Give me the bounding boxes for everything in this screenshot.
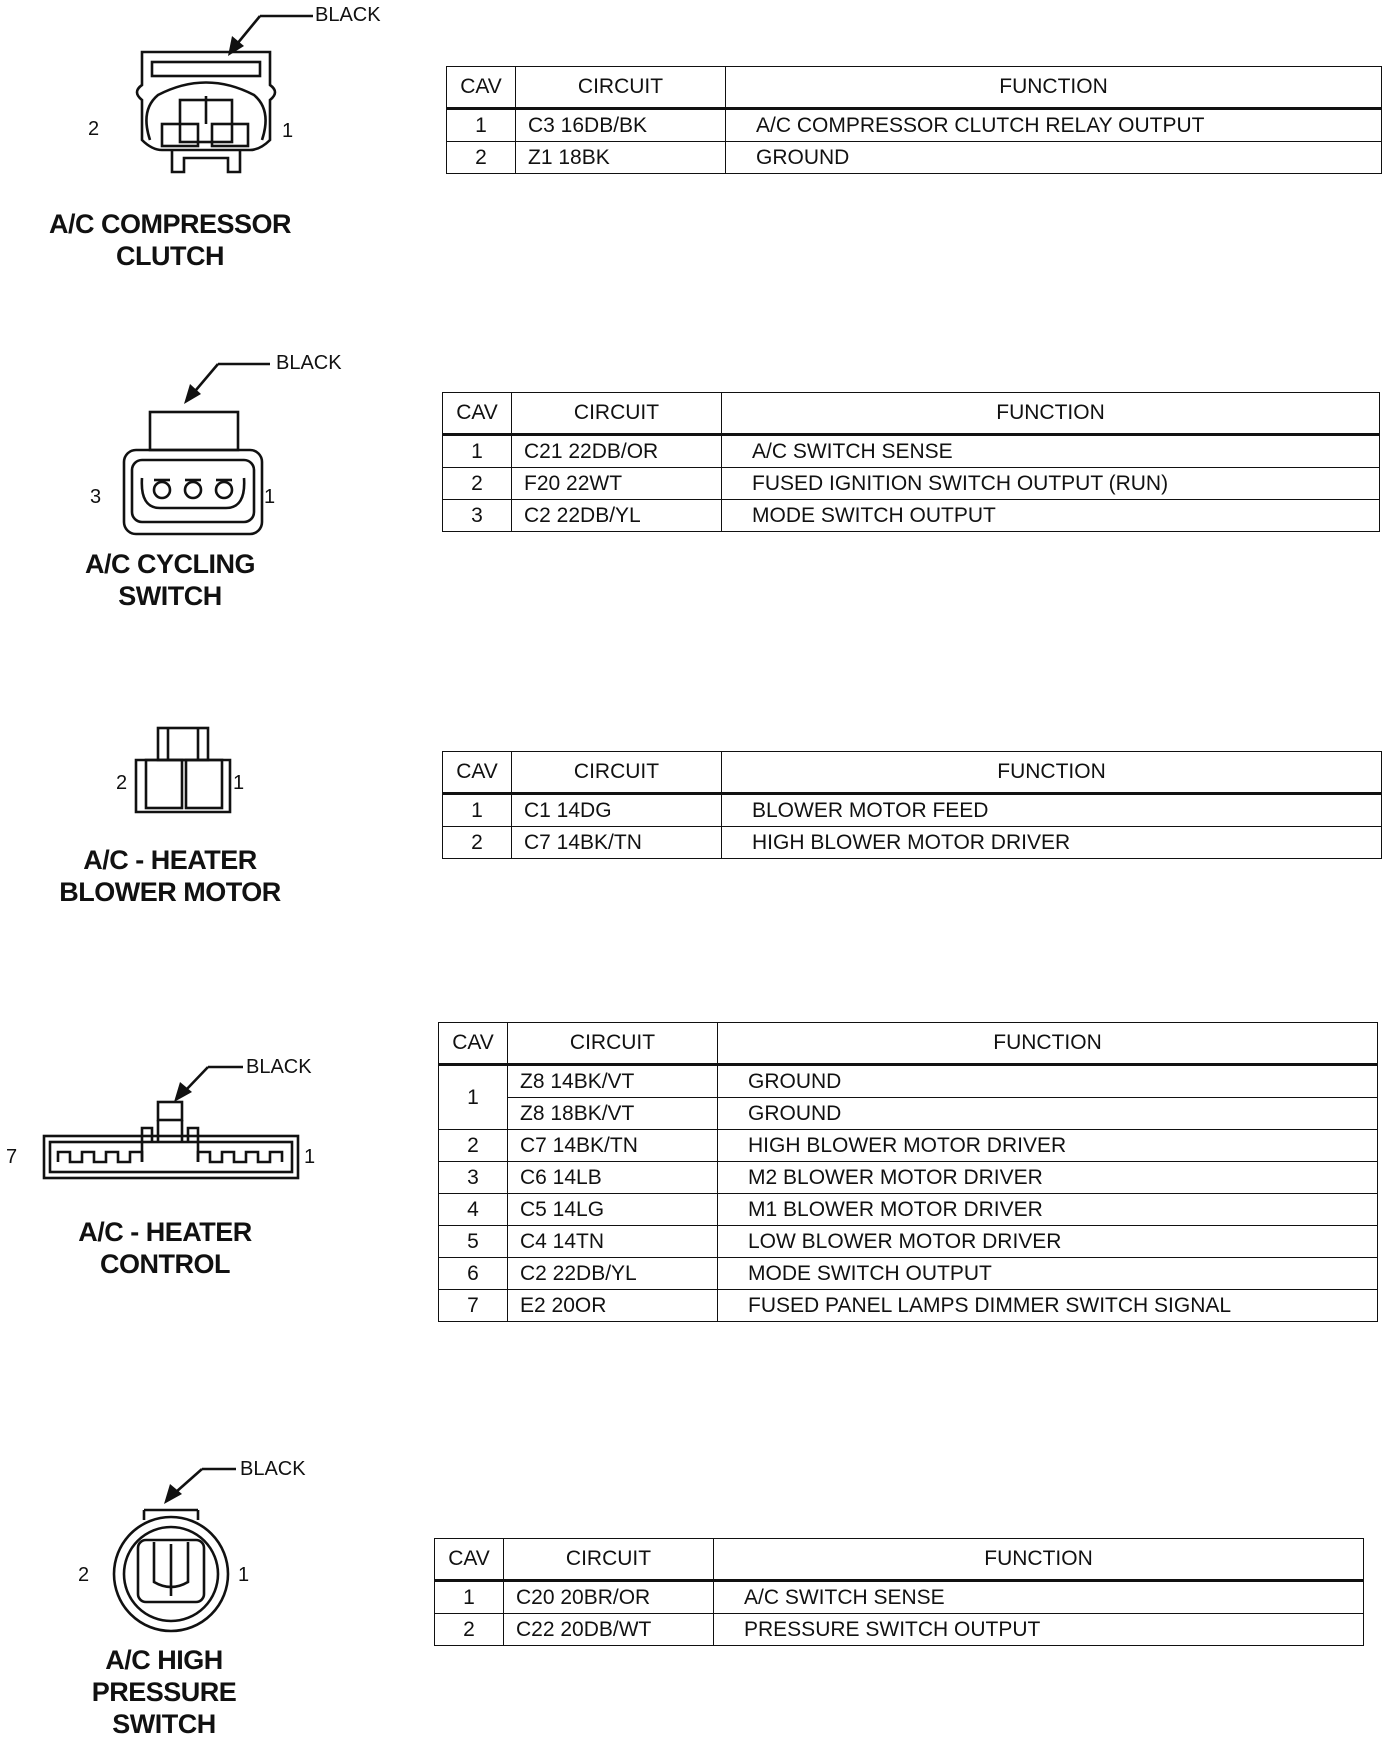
pinout-table <box>434 1538 1364 1646</box>
circuit-cell: C7 14BK/TN <box>508 1130 718 1162</box>
table-row <box>439 1290 1378 1322</box>
cav-cell: 1 <box>435 1581 504 1614</box>
connector-title: A/C - HEATER BLOWER MOTOR <box>59 845 281 907</box>
function-cell: MODE SWITCH OUTPUT <box>718 1258 1378 1290</box>
blower-motor-connector-icon <box>118 720 278 840</box>
cav-cell: 1 <box>443 794 512 827</box>
connector-title: A/C HIGH PRESSURE SWITCH <box>91 1645 237 1739</box>
column-header-circuit: CIRCUIT <box>508 1023 718 1065</box>
table-row <box>435 1581 1364 1614</box>
housing-color-label: BLACK <box>276 352 342 374</box>
column-header-function: FUNCTION <box>718 1023 1378 1065</box>
connector-section-high-pressure-switch <box>0 1440 1392 1740</box>
pin-number-right: 1 <box>282 120 294 142</box>
function-cell: M2 BLOWER MOTOR DRIVER <box>718 1162 1378 1194</box>
pin-number-left: 2 <box>88 118 100 140</box>
column-header-function: FUNCTION <box>726 67 1382 109</box>
housing-color-label: BLACK <box>246 1056 312 1078</box>
column-header-circuit: CIRCUIT <box>512 752 722 794</box>
column-header-cav: CAV <box>435 1539 504 1581</box>
function-cell: A/C COMPRESSOR CLUTCH RELAY OUTPUT <box>726 109 1382 142</box>
cav-cell: 5 <box>439 1226 508 1258</box>
function-cell: MODE SWITCH OUTPUT <box>722 500 1380 532</box>
connector-section-compressor-clutch <box>0 0 1392 300</box>
pin-number-right: 1 <box>238 1564 250 1586</box>
housing-color-label: BLACK <box>240 1458 306 1480</box>
table-row <box>435 1614 1364 1646</box>
cav-cell: 2 <box>443 468 512 500</box>
circuit-cell: Z8 18BK/VT <box>508 1098 718 1130</box>
connector-title: A/C COMPRESSOR CLUTCH <box>48 209 292 271</box>
connector-section-cycling-switch <box>0 340 1392 640</box>
pin-number-left: 2 <box>116 772 128 794</box>
circuit-cell: C1 14DG <box>512 794 722 827</box>
circuit-cell: Z1 18BK <box>516 142 726 174</box>
circuit-cell: C6 14LB <box>508 1162 718 1194</box>
pinout-table <box>446 66 1382 174</box>
cav-cell: 1 <box>439 1065 508 1130</box>
table-row <box>443 435 1380 468</box>
cav-cell: 6 <box>439 1258 508 1290</box>
column-header-function: FUNCTION <box>722 752 1382 794</box>
pin-number-right: 1 <box>233 772 245 794</box>
pin-number-right: 1 <box>304 1146 316 1168</box>
connector-title: A/C - HEATER CONTROL <box>78 1217 252 1279</box>
connector-section-blower-motor <box>0 700 1392 960</box>
function-cell: A/C SWITCH SENSE <box>722 435 1380 468</box>
table-row <box>443 500 1380 532</box>
cav-cell: 4 <box>439 1194 508 1226</box>
table-row <box>439 1258 1378 1290</box>
circuit-cell: C20 20BR/OR <box>504 1581 714 1614</box>
circuit-cell: Z8 14BK/VT <box>508 1065 718 1098</box>
pinout-table <box>442 751 1382 859</box>
circuit-cell: F20 22WT <box>512 468 722 500</box>
cav-cell: 2 <box>443 827 512 859</box>
circuit-cell: E2 20OR <box>508 1290 718 1322</box>
pin-number-right: 1 <box>264 486 276 508</box>
function-cell: HIGH BLOWER MOTOR DRIVER <box>718 1130 1378 1162</box>
table-row <box>443 468 1380 500</box>
table-row <box>439 1226 1378 1258</box>
cav-cell: 2 <box>435 1614 504 1646</box>
cav-cell: 1 <box>447 109 516 142</box>
function-cell: HIGH BLOWER MOTOR DRIVER <box>722 827 1382 859</box>
table-row <box>439 1065 1378 1098</box>
circuit-cell: C22 20DB/WT <box>504 1614 714 1646</box>
column-header-function: FUNCTION <box>714 1539 1364 1581</box>
table-header-row <box>447 67 1382 109</box>
table-row <box>443 827 1382 859</box>
circuit-cell: C2 22DB/YL <box>512 500 722 532</box>
table-header-row <box>443 752 1382 794</box>
pinout-table <box>442 392 1380 532</box>
cav-cell: 3 <box>443 500 512 532</box>
cav-cell: 7 <box>439 1290 508 1322</box>
compressor-clutch-connector-icon <box>80 0 280 200</box>
pin-number-left: 3 <box>90 486 102 508</box>
table-header-row <box>435 1539 1364 1581</box>
table-row <box>439 1098 1378 1130</box>
circuit-cell: C7 14BK/TN <box>512 827 722 859</box>
cav-cell: 2 <box>439 1130 508 1162</box>
function-cell: BLOWER MOTOR FEED <box>722 794 1382 827</box>
pin-number-left: 2 <box>78 1564 90 1586</box>
column-header-function: FUNCTION <box>722 393 1380 435</box>
circuit-cell: C2 22DB/YL <box>508 1258 718 1290</box>
column-header-circuit: CIRCUIT <box>512 393 722 435</box>
housing-color-label: BLACK <box>315 4 381 26</box>
table-header-row <box>443 393 1380 435</box>
pin-number-left: 7 <box>6 1146 18 1168</box>
circuit-cell: C4 14TN <box>508 1226 718 1258</box>
function-cell: GROUND <box>718 1065 1378 1098</box>
column-header-cav: CAV <box>439 1023 508 1065</box>
table-row <box>439 1194 1378 1226</box>
column-header-circuit: CIRCUIT <box>504 1539 714 1581</box>
cav-cell: 2 <box>447 142 516 174</box>
function-cell: LOW BLOWER MOTOR DRIVER <box>718 1226 1378 1258</box>
cycling-switch-connector-icon <box>100 340 300 540</box>
high-pressure-switch-connector-icon <box>90 1440 290 1640</box>
connector-title: A/C CYCLING SWITCH <box>85 549 255 611</box>
heater-control-connector-icon <box>30 1050 310 1170</box>
circuit-cell: C21 22DB/OR <box>512 435 722 468</box>
column-header-cav: CAV <box>447 67 516 109</box>
function-cell: GROUND <box>726 142 1382 174</box>
connector-section-heater-control <box>0 1000 1392 1380</box>
function-cell: FUSED IGNITION SWITCH OUTPUT (RUN) <box>722 468 1380 500</box>
cav-cell: 1 <box>443 435 512 468</box>
function-cell: GROUND <box>718 1098 1378 1130</box>
function-cell: PRESSURE SWITCH OUTPUT <box>714 1614 1364 1646</box>
pinout-table <box>438 1022 1378 1322</box>
circuit-cell: C3 16DB/BK <box>516 109 726 142</box>
table-row <box>447 142 1382 174</box>
table-row <box>443 794 1382 827</box>
column-header-cav: CAV <box>443 393 512 435</box>
function-cell: M1 BLOWER MOTOR DRIVER <box>718 1194 1378 1226</box>
circuit-cell: C5 14LG <box>508 1194 718 1226</box>
table-row <box>447 109 1382 142</box>
table-row <box>439 1130 1378 1162</box>
column-header-circuit: CIRCUIT <box>516 67 726 109</box>
table-row <box>439 1162 1378 1194</box>
table-header-row <box>439 1023 1378 1065</box>
column-header-cav: CAV <box>443 752 512 794</box>
function-cell: FUSED PANEL LAMPS DIMMER SWITCH SIGNAL <box>718 1290 1378 1322</box>
cav-cell: 3 <box>439 1162 508 1194</box>
function-cell: A/C SWITCH SENSE <box>714 1581 1364 1614</box>
